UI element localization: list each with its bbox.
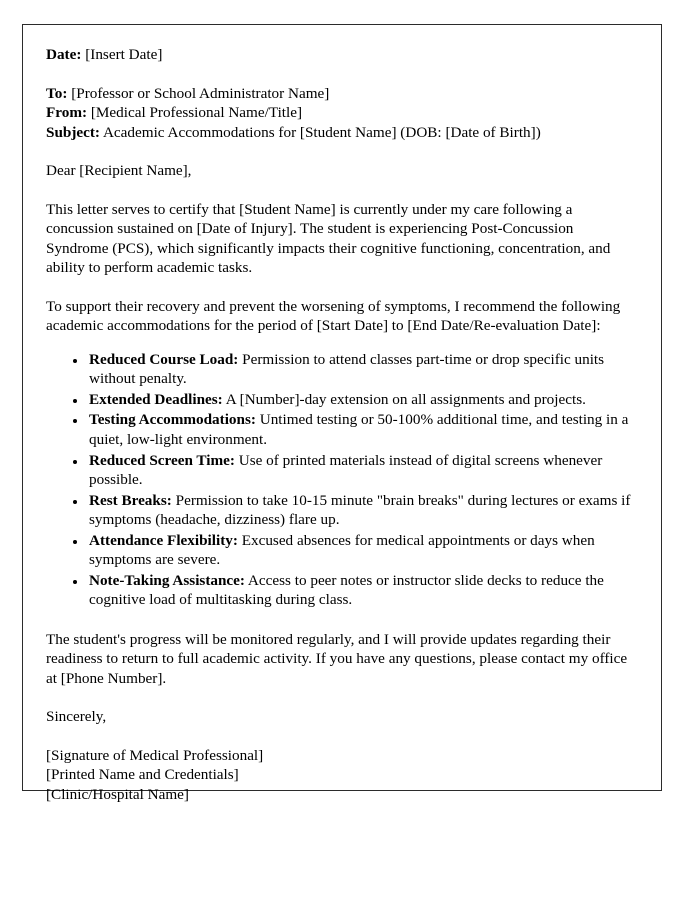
list-item: [87, 571, 635, 610]
list-item: [87, 531, 635, 570]
spacer-after-date: [46, 65, 635, 84]
accommodation-term: Reduced Course Load:: [89, 350, 239, 368]
header-label-subject: Subject:: [46, 123, 100, 141]
accommodations-list: [46, 350, 635, 610]
header-label-date: Date:: [46, 46, 82, 63]
header-field-subject: [46, 123, 635, 143]
header-value-from: [Medical Professional Name/Title]: [90, 104, 303, 122]
header-value-date: [Insert Date]: [85, 46, 163, 63]
letter-content: [23, 25, 661, 804]
accommodation-description: Untimed testing or 50-100% additional time, and testing in a quiet, low-light environment.: [89, 411, 629, 448]
header-field-date: [46, 45, 635, 65]
spacer-after-salutation: [46, 181, 635, 200]
accommodation-term: Attendance Flexibility:: [89, 531, 238, 549]
header-label-to: To:: [46, 84, 68, 102]
accommodation-term: Testing Accommodations:: [89, 411, 256, 429]
header-value-to: [Professor or School Administrator Name]: [71, 84, 330, 102]
spacer-after-header: [46, 142, 635, 161]
spacer-after-list: [46, 611, 635, 630]
list-item: [87, 451, 635, 490]
accommodation-description: Permission to attend classes part-time or drop specific units without penalty.: [89, 350, 605, 388]
paragraph-certification: This letter serves to certify that [Student Name] is currently under my care following a concussion sustained on [Date of Injury]. The student is experiencing Post-Concussion Syndrome (PCS), which significantly impacts their cognitive functioning, concentration, and ability to perform academic tasks.: [46, 200, 611, 277]
accommodation-term: Rest Breaks:: [89, 491, 172, 509]
closing: Sincerely,: [46, 708, 107, 726]
accommodation-description: Permission to take 10-15 minute "brain breaks" during lectures or exams if symptoms (headache, dizziness) flare up.: [89, 491, 631, 529]
signature-line-clinic: [Clinic/Hospital Name]: [46, 785, 189, 803]
accommodation-description: Use of printed materials instead of digital screens whenever possible.: [89, 451, 603, 489]
spacer-after-closing: [46, 727, 635, 746]
list-item: [87, 491, 635, 530]
paragraph-monitoring: The student's progress will be monitored regularly, and I will provide updates regarding their readiness to return to full academic activity. If you have any questions, please contact my office at [Phone Number].: [46, 630, 628, 687]
spacer-after-paragraph-3: [46, 688, 635, 707]
signature-line-printed-name: [Printed Name and Credentials]: [46, 766, 239, 784]
accommodation-term: Reduced Screen Time:: [89, 451, 235, 469]
header-label-from: From:: [46, 104, 88, 122]
list-item: [87, 410, 635, 449]
accommodation-description: A [Number]-day extension on all assignments and projects.: [222, 390, 586, 408]
header-value-subject: Academic Accommodations for [Student Name] (DOB: [Date of Birth]): [102, 123, 541, 141]
letter-page: [22, 24, 662, 803]
salutation: Dear [Recipient Name],: [46, 162, 192, 180]
header-field-to: [46, 84, 635, 104]
spacer-after-paragraph-1: [46, 278, 635, 297]
list-item: [87, 350, 635, 389]
accommodation-description: Access to peer notes or instructor slide decks to reduce the cognitive load of multitasking during class.: [89, 571, 604, 609]
paragraph-recommendation-intro: To support their recovery and prevent the worsening of symptoms, I recommend the following academic accommodations for the period of [Start Date] to [End Date/Re-evaluation Date]:: [46, 297, 621, 335]
accommodation-term: Note-Taking Assistance:: [89, 571, 245, 589]
signature-line-signature: [Signature of Medical Professional]: [46, 746, 264, 764]
list-item: [87, 390, 635, 410]
accommodation-term: Extended Deadlines:: [89, 390, 223, 408]
header-field-from: [46, 103, 635, 123]
accommodation-description: Excused absences for medical appointments or days when symptoms are severe.: [89, 531, 595, 569]
